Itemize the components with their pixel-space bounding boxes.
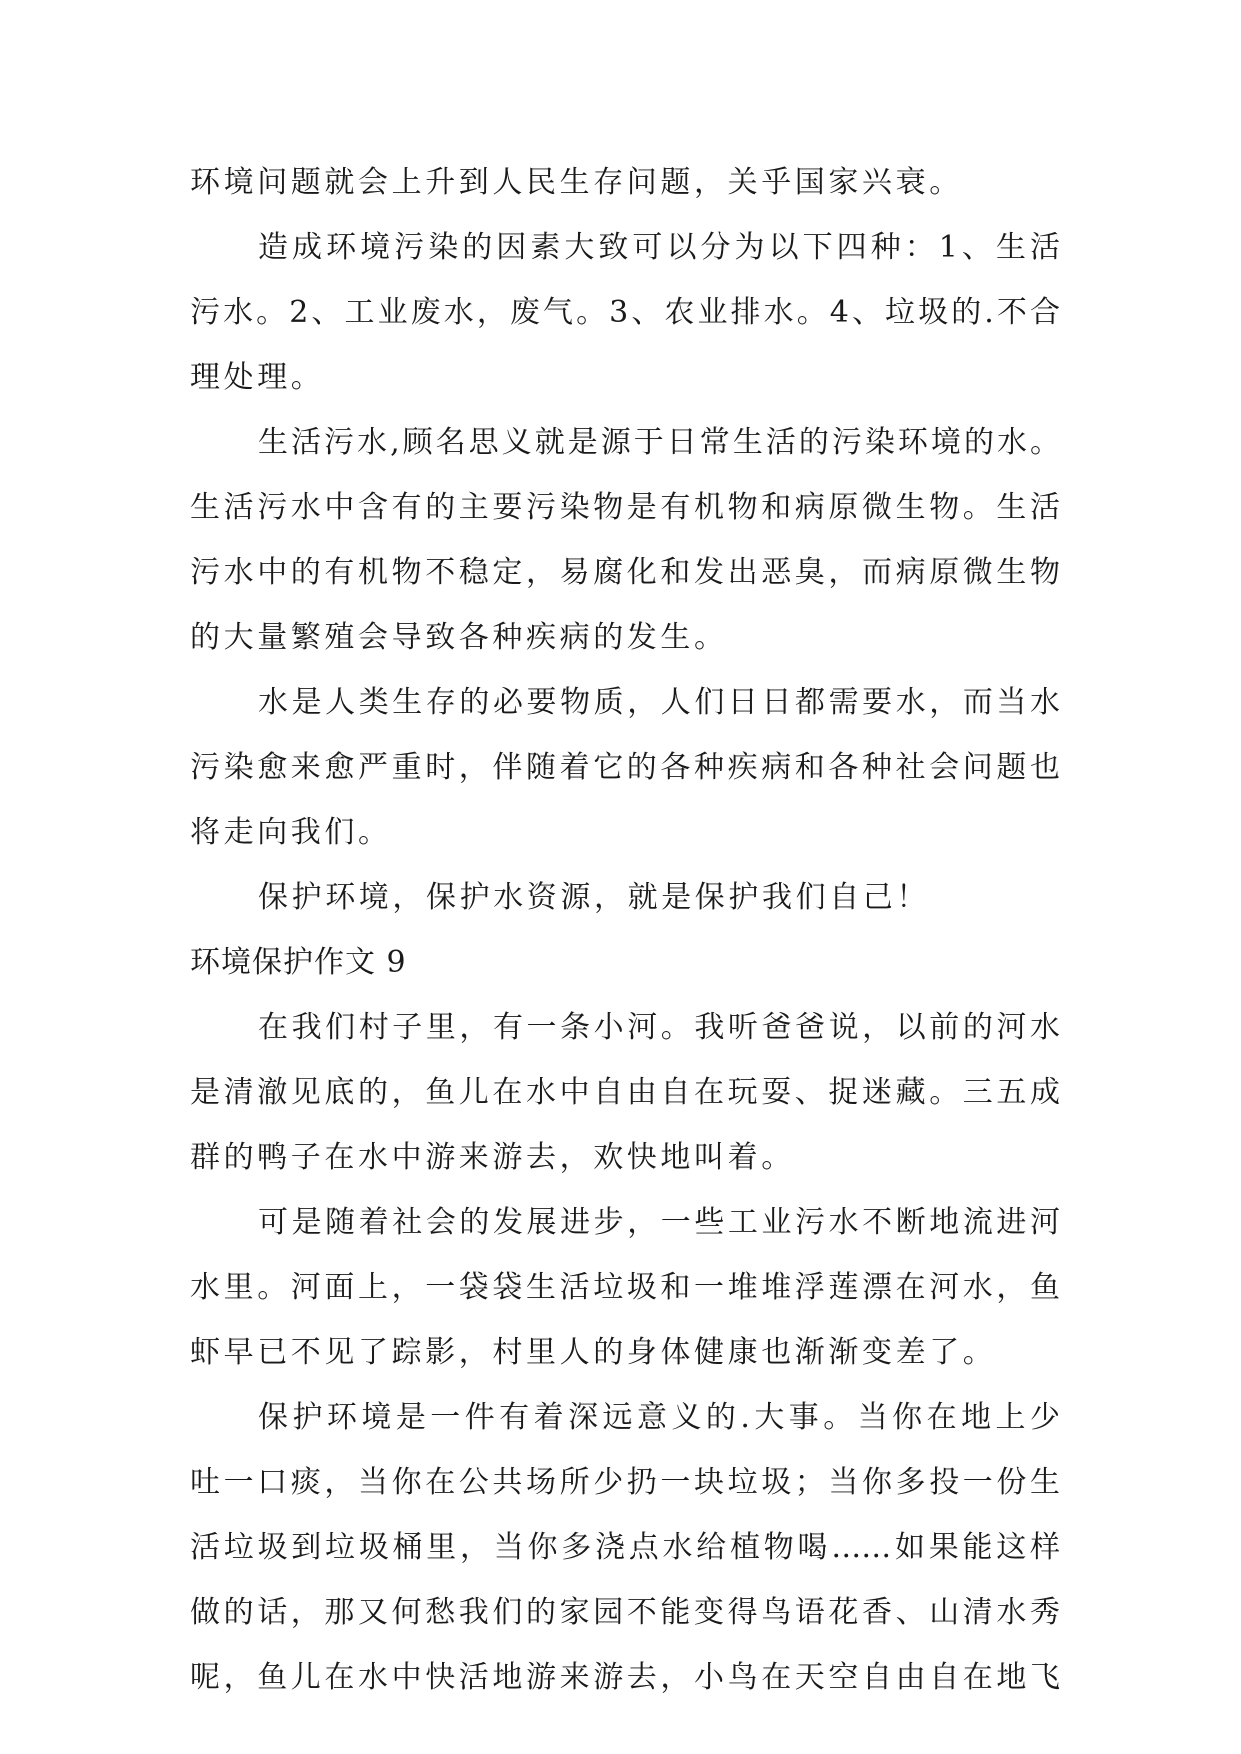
text-line: 环境问题就会上升到人民生存问题，关乎国家兴衰。 [190,165,963,200]
text-line: 生活污水中含有的主要污染物是有机物和病原微生物。生活 [190,490,1060,525]
text-line: 造成环境污染的因素大致可以分为以下四种：1、生活 [258,230,1060,265]
text-line: 水是人类生存的必要物质，人们日日都需要水，而当水 [258,685,1060,720]
text-line: 的大量繁殖会导致各种疾病的发生。 [190,620,728,655]
text-line: 虾早已不见了踪影，村里人的身体健康也渐渐变差了。 [190,1335,997,1370]
text-line: 做的话，那又何愁我们的家园不能变得鸟语花香、山清水秀 [190,1595,1060,1630]
text-line: 可是随着社会的发展进步，一些工业污水不断地流进河 [258,1205,1060,1240]
text-line: 在我们村子里，有一条小河。我听爸爸说，以前的河水 [258,1010,1060,1045]
section-heading: 环境保护作文 9 [190,945,407,980]
text-line: 理处理。 [190,360,325,395]
text-line: 污水。2、工业废水，废气。3、农业排水。4、垃圾的.不合 [190,295,1060,330]
text-line: 活垃圾到垃圾桶里，当你多浇点水给植物喝……如果能这样 [190,1530,1060,1565]
text-line: 呢，鱼儿在水中快活地游来游去，小鸟在天空自由自在地飞 [190,1660,1060,1695]
text-line: 污水中的有机物不稳定，易腐化和发出恶臭，而病原微生物 [190,555,1060,590]
text-line: 将走向我们。 [190,815,392,850]
document-page [190,150,1060,1710]
text-line: 是清澈见底的，鱼儿在水中自由自在玩耍、捉迷藏。三五成 [190,1075,1060,1110]
text-line: 污染愈来愈严重时，伴随着它的各种疾病和各种社会问题也 [190,750,1060,785]
text-line: 吐一口痰，当你在公共场所少扔一块垃圾；当你多投一份生 [190,1465,1060,1500]
text-line: 保护环境是一件有着深远意义的.大事。当你在地上少 [258,1400,1060,1435]
text-line: 生活污水,顾名思义就是源于日常生活的污染环境的水。 [258,425,1060,460]
text-line: 水里。河面上，一袋袋生活垃圾和一堆堆浮莲漂在河水，鱼 [190,1270,1060,1305]
text-line: 群的鸭子在水中游来游去，欢快地叫着。 [190,1140,795,1175]
text-line: 保护环境，保护水资源，就是保护我们自己！ [258,880,930,915]
